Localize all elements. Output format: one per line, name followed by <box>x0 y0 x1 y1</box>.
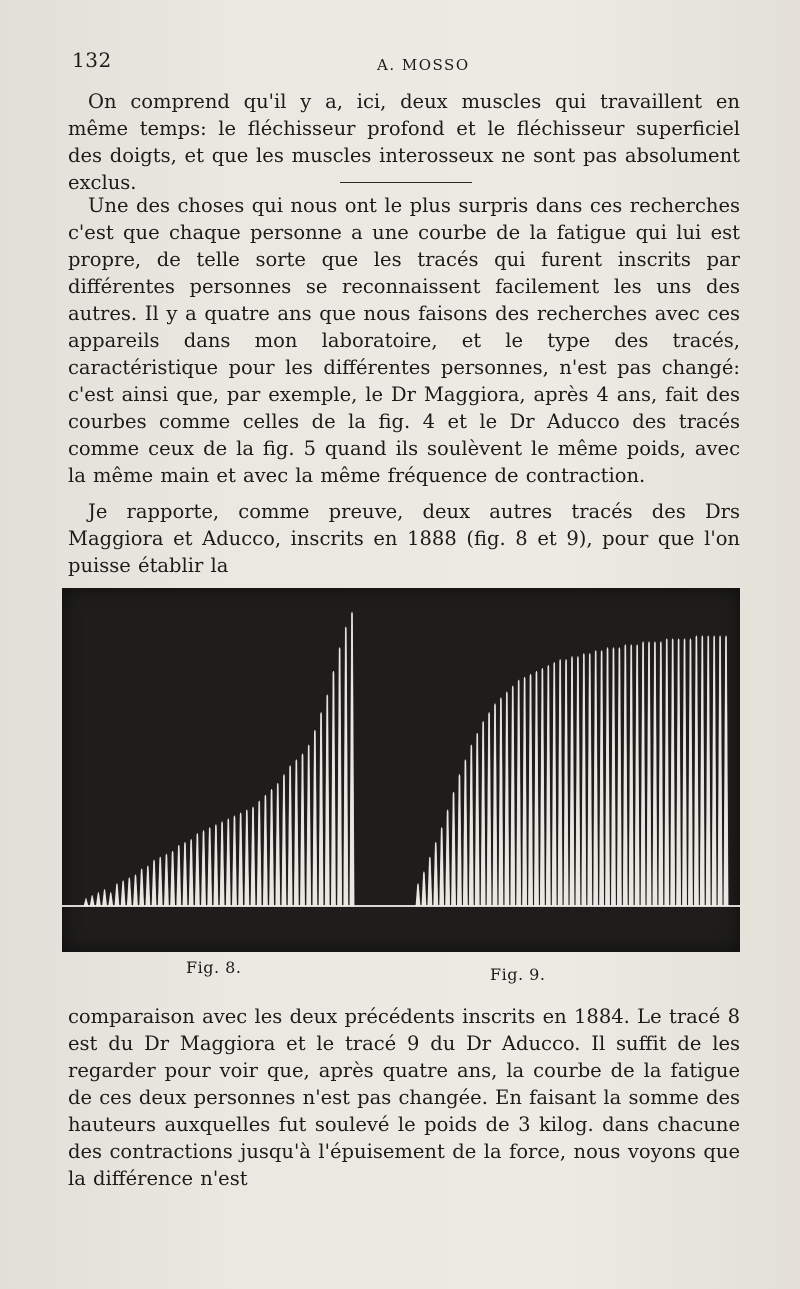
trace-8-contraction <box>109 892 113 906</box>
trace-8-contraction <box>294 760 298 907</box>
trace-9-contraction <box>576 656 580 906</box>
trace-8-contraction <box>226 819 230 907</box>
trace-9-contraction <box>629 644 633 906</box>
trace-9-contraction <box>588 653 592 906</box>
trace-9-contraction <box>546 665 550 906</box>
trace-8-contraction <box>325 695 329 906</box>
trace-8-contraction <box>146 866 150 906</box>
trace-8-contraction <box>214 824 218 906</box>
trace-9-contraction <box>593 650 597 906</box>
trace-9-contraction <box>712 636 716 906</box>
trace-9-contraction <box>582 653 586 906</box>
fatigue-traces-svg <box>62 588 740 952</box>
trace-9-contraction <box>659 642 663 907</box>
paragraph: comparaison avec les deux précédents inscrits en 1884. Le tracé 8 est du Dr Maggiora et le tracé 9 du Dr Aducco. Il suffit de les regarder pour voir que, après quatre ans, la courbe de la fatigue de ces deux personnes n'est pas changée. En faisant la somme des hauteurs auxquelles fut soulevé le poids de 3 kilog. dans chacune des contractions jusqu'à l'épuisement de la force, nous voyons que la différence n'est <box>68 1005 740 1190</box>
trace-9-contraction <box>516 680 520 906</box>
trace-8-contraction <box>238 813 242 906</box>
trace-9-contraction <box>552 662 556 906</box>
trace-9-contraction <box>653 642 657 907</box>
trace-9-contraction <box>493 703 497 906</box>
trace-8-contraction <box>232 816 236 906</box>
trace-8-contraction <box>282 774 286 906</box>
trace-8-contraction <box>220 821 224 906</box>
trace-9-contraction <box>445 810 449 906</box>
trace-9-contraction <box>487 712 491 906</box>
trace-8-contraction <box>276 783 280 906</box>
trace-8-contraction <box>331 671 335 906</box>
caption-fig-8: Fig. 8. <box>186 958 242 977</box>
trace-8-contraction <box>201 830 205 906</box>
trace-9-contraction <box>457 774 461 906</box>
trace-8-contraction <box>337 647 341 906</box>
trace-8-contraction <box>313 730 317 906</box>
trace-9-contraction <box>534 671 538 906</box>
trace-8-contraction <box>195 833 199 906</box>
text-block-middle <box>68 192 740 579</box>
trace-8-contraction <box>319 712 323 906</box>
trace-9-contraction <box>605 647 609 906</box>
trace-9-contraction <box>528 674 532 906</box>
trace-9-contraction <box>422 872 426 906</box>
trace-9-contraction <box>564 659 568 906</box>
trace-9-contraction <box>724 636 728 906</box>
trace-9-contraction <box>416 883 420 906</box>
trace-8-contraction <box>152 860 156 906</box>
trace-9-contraction <box>558 659 562 906</box>
trace-8-contraction <box>139 869 143 906</box>
trace-9-contraction <box>451 792 455 906</box>
trace-9-contraction <box>700 636 704 906</box>
trace-8-contraction <box>127 878 131 907</box>
trace-9-contraction <box>676 639 680 906</box>
paragraph: On comprend qu'il y a, ici, deux muscles qui travaillent en même temps: le fléchisseur profond et le fléchisseur superficiel des doigts, et que les muscles interosseux ne sont pas absolument exclus. <box>68 90 740 194</box>
page-number: 132 <box>72 48 112 72</box>
trace-9-contraction <box>706 636 710 906</box>
trace-8-contraction <box>300 754 304 906</box>
trace-8-contraction <box>96 892 100 906</box>
trace-9-contraction <box>505 692 509 906</box>
trace-9-contraction <box>688 639 692 906</box>
trace-9-contraction <box>481 721 485 906</box>
trace-9-contraction <box>434 842 438 906</box>
trace-9-contraction <box>522 677 526 906</box>
trace-8-contraction <box>90 895 94 906</box>
trace-9-contraction <box>718 636 722 906</box>
paragraph: Je rapporte, comme preuve, deux autres tracés des Drs Maggiora et Aducco, inscrits en 1888 (fig. 8 et 9), pour que l'on puisse établir la <box>68 500 740 577</box>
trace-fig-9 <box>416 636 728 906</box>
trace-9-contraction <box>439 827 443 906</box>
trace-fig-8 <box>84 612 354 906</box>
trace-8-contraction <box>189 839 193 906</box>
trace-9-contraction <box>469 745 473 906</box>
caption-fig-9: Fig. 9. <box>490 965 546 984</box>
trace-9-contraction <box>670 639 674 906</box>
trace-8-contraction <box>115 883 119 906</box>
trace-9-contraction <box>611 647 615 906</box>
trace-8-contraction <box>251 807 255 906</box>
figure-plate <box>62 588 740 952</box>
page-header <box>72 48 740 78</box>
trace-9-contraction <box>635 644 639 906</box>
trace-8-contraction <box>177 845 181 906</box>
text-block-bottom <box>68 1003 740 1192</box>
trace-8-contraction <box>350 612 354 906</box>
trace-9-contraction <box>499 698 503 906</box>
trace-8-contraction <box>344 627 348 906</box>
trace-8-contraction <box>263 795 267 906</box>
running-head: A. MOSSO <box>377 56 470 74</box>
trace-8-contraction <box>133 875 137 906</box>
trace-8-contraction <box>245 810 249 906</box>
trace-9-contraction <box>599 650 603 906</box>
trace-8-contraction <box>257 801 261 906</box>
trace-8-contraction <box>158 857 162 906</box>
trace-8-contraction <box>269 789 273 906</box>
trace-9-contraction <box>570 656 574 906</box>
trace-9-contraction <box>540 668 544 906</box>
trace-9-contraction <box>623 644 627 906</box>
trace-9-contraction <box>694 636 698 906</box>
trace-8-contraction <box>183 842 187 906</box>
section-divider <box>340 182 472 183</box>
trace-8-contraction <box>164 854 168 906</box>
trace-8-contraction <box>84 898 88 906</box>
paragraph: Une des choses qui nous ont le plus surpris dans ces recherches c'est que chaque personne a une courbe de la fatigue qui lui est propre, de telle sorte que les tracés qui furent inscrits par différentes personnes se reconnaissent facilement les uns des autres. Il y a quatre ans que nous faisons des recherches avec ces appareils dans mon laboratoire, et le type des tracés, caractéristique pour les différentes personnes, n'est pas changé: c'est ainsi que, par exemple, le Dr Maggiora, après 4 ans, fait des courbes comme celles de la fig. 4 et le Dr Aducco des tracés comme ceux de la fig. 5 quand ils soulèvent le même poids, avec la même main et avec la même fréquence de contraction. <box>68 194 740 487</box>
trace-9-contraction <box>511 686 515 906</box>
trace-8-contraction <box>288 765 292 906</box>
trace-9-contraction <box>428 857 432 906</box>
trace-9-contraction <box>665 639 669 906</box>
trace-9-contraction <box>641 642 645 907</box>
trace-9-contraction <box>682 639 686 906</box>
trace-9-contraction <box>647 642 651 907</box>
trace-9-contraction <box>617 647 621 906</box>
trace-8-contraction <box>306 745 310 906</box>
text-block-top <box>68 88 740 196</box>
trace-8-contraction <box>102 889 106 906</box>
trace-8-contraction <box>121 880 125 906</box>
trace-8-contraction <box>208 827 212 906</box>
trace-9-contraction <box>475 733 479 906</box>
trace-9-contraction <box>463 760 467 907</box>
trace-8-contraction <box>170 851 174 906</box>
